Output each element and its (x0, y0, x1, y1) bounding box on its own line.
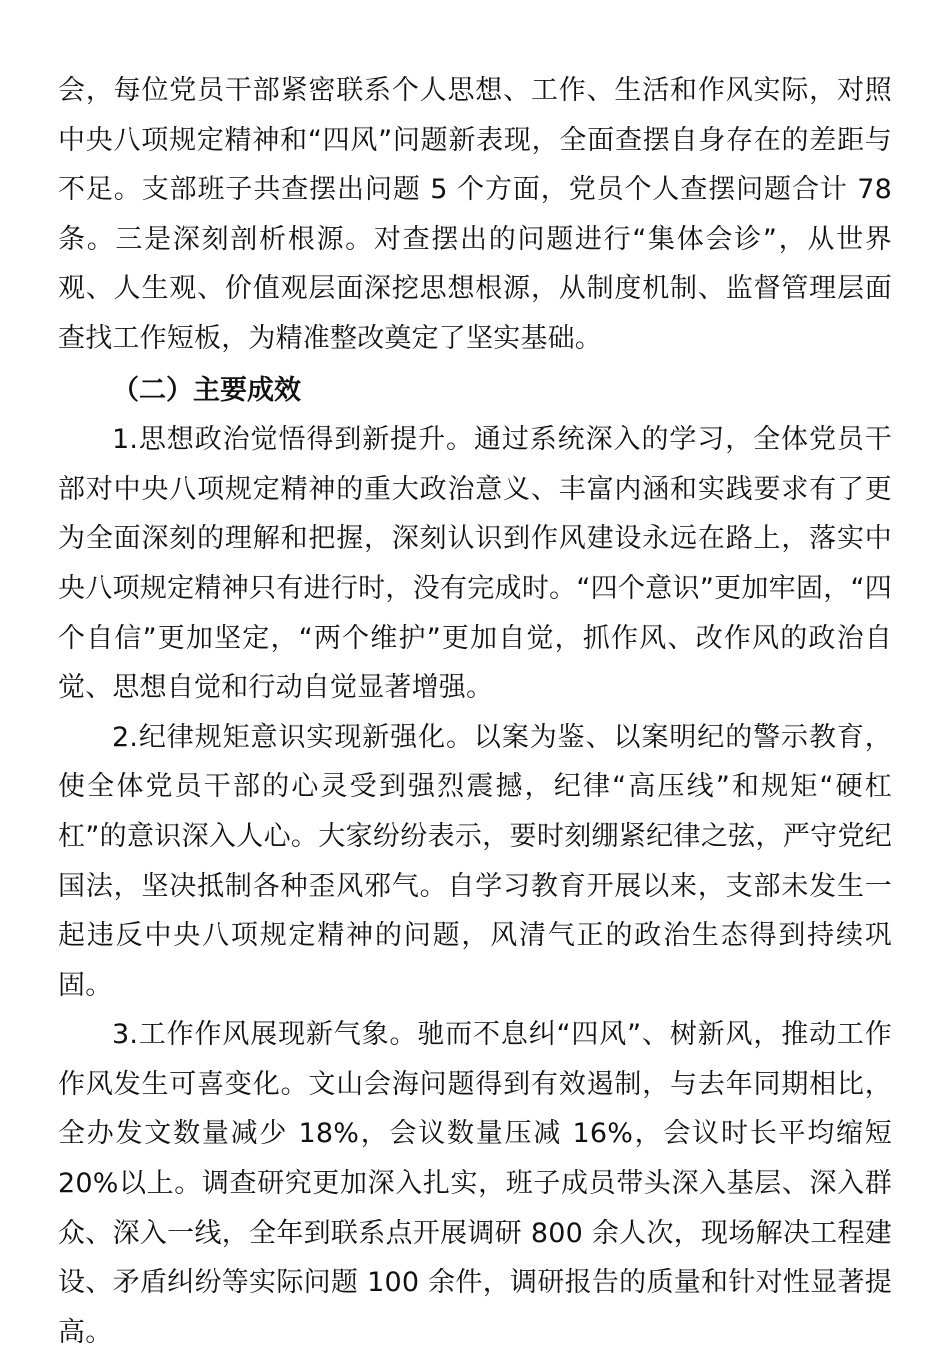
achievement-paragraph-1: 1.思想政治觉悟得到新提升。通过系统深入的学习，全体党员干部对中央八项规定精神的重大政治意义、丰富内涵和实践要求有了更为全面深刻的理解和把握，深刻认识到作风建设永远在路上，落实中央八项规定精神只有进行时，没有完成时。“四个意识”更加牢固，“四个自信”更加坚定，“两个维护”更加自觉，抓作风、改作风的政治自觉、思想自觉和行动自觉显著增强。 (58, 424, 892, 704)
achievement-paragraph-2: 2.纪律规矩意识实现新强化。以案为鉴、以案明纪的警示教育，使全体党员干部的心灵受到强烈震撼，纪律“高压线”和规矩“硬杠杠”的意识深入人心。大家纷纷表示，要时刻绷紧纪律之弦，严守党纪国法，坚决抵制各种歪风邪气。自学习教育开展以来，支部未发生一起违反中央八项规定精神的问题，风清气正的政治生态得到持续巩固。 (58, 721, 892, 1001)
section-heading: （二）主要成效 (112, 374, 301, 406)
document-page (58, 66, 892, 1357)
achievement-paragraph-3: 3.工作作风展现新气象。驰而不息纠“四风”、树新风，推动工作作风发生可喜变化。文山会海问题得到有效遏制，与去年同期相比，全办发文数量减少 18%，会议数量压减 16%，会议时长平均缩短 20%以上。调查研究更加深入扎实，班子成员带头深入基层、深入群众、深入一线，全年到联系点开展调研 800 余人次，现场解决工程建设、矛盾纠纷等实际问题 100 余件，调研报告的质量和针对性显著提高。 (58, 1019, 892, 1348)
continuation-paragraph: 会，每位党员干部紧密联系个人思想、工作、生活和作风实际，对照中央八项规定精神和“四风”问题新表现，全面查摆自身存在的差距与不足。支部班子共查摆出问题 5 个方面，党员个人查摆问题合计 78 条。三是深刻剖析根源。对查摆出的问题进行“集体会诊”，从世界观、人生观、价值观层面深挖思想根源，从制度机制、监督管理层面查找工作短板，为精准整改奠定了坚实基础。 (58, 75, 892, 354)
